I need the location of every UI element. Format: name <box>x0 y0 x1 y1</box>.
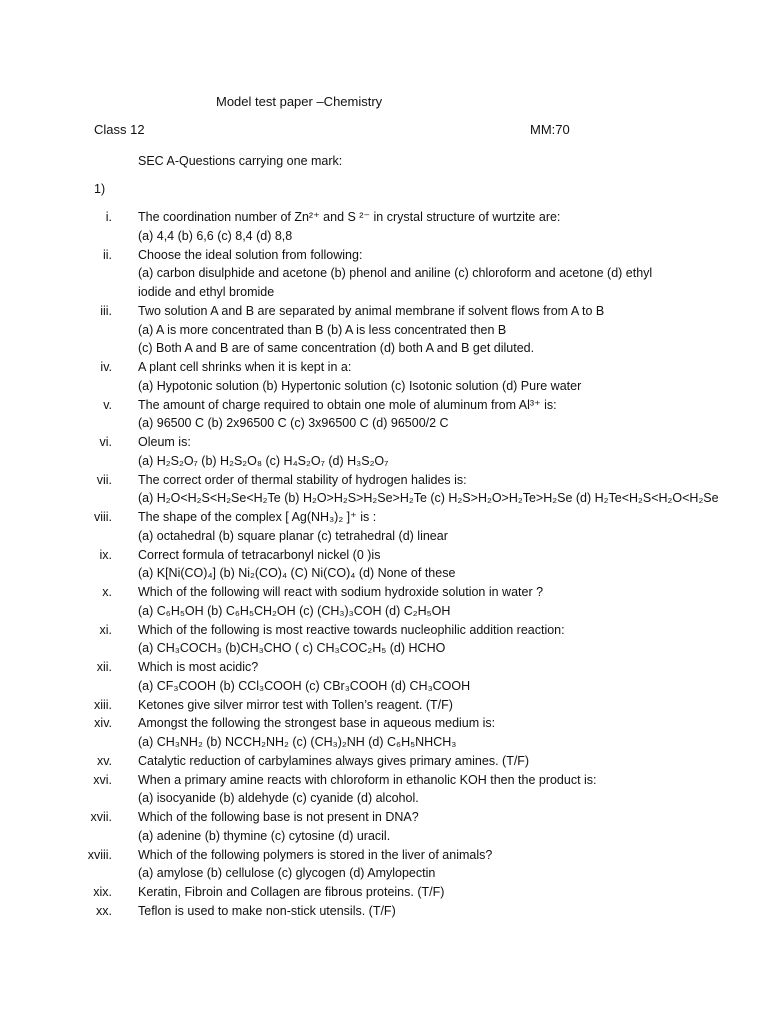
question-roman-numeral: vii. <box>96 472 112 487</box>
question-options <box>0 677 768 696</box>
question-item <box>0 208 768 227</box>
question-text: Choose the ideal solution from following: <box>138 247 363 262</box>
question-text: Oleum is: <box>138 435 191 449</box>
question-item <box>0 546 768 565</box>
question-option-text: (a) Hypotonic solution (b) Hypertonic solution (c) Isotonic solution (d) Pure water <box>138 378 582 393</box>
question-roman-numeral: xviii. <box>87 847 112 862</box>
question-options <box>0 527 768 546</box>
question-text: When a primary amine reacts with chloroform in ethanolic KOH then the product is: <box>138 772 597 787</box>
question-roman-numeral: viii. <box>93 510 112 524</box>
max-marks: MM:70 <box>530 122 570 137</box>
question-roman-numeral: xix. <box>93 885 112 899</box>
question-option-text: (a) 96500 C (b) 2x96500 C (c) 3x96500 C (d) 96500/2 C <box>138 416 449 431</box>
question-text: Which of the following base is not present in DNA? <box>138 810 419 824</box>
question-option-text: iodide and ethyl bromide <box>138 285 275 299</box>
question-options <box>0 264 768 283</box>
question-option-text: (a) H₂O<H₂S<H₂Se<H₂Te (b) H₂O>H₂S>H₂Se>H₂Te (c) H₂S>H₂O>H₂Te>H₂Se (d) H₂Te<H₂S<H₂O<H₂Se <box>138 491 719 506</box>
question-option-text: (a) isocyanide (b) aldehyde (c) cyanide (d) alcohol. <box>138 791 419 806</box>
question-item <box>0 583 768 602</box>
question-text: Keratin, Fibroin and Collagen are fibrous proteins. (T/F) <box>138 885 445 899</box>
question-item <box>0 752 768 771</box>
question-option-text: (a) K[Ni(CO)₄] (b) Ni₂(CO)₄ (C) Ni(CO)₄ (d) None of these <box>138 566 456 581</box>
question-text: Ketones give silver mirror test with Tollen’s reagent. (T/F) <box>138 697 453 712</box>
question-text: Amongst the following the strongest base in aqueous medium is: <box>138 716 496 731</box>
question-text: Teflon is used to make non-stick utensils. (T/F) <box>138 903 396 918</box>
question-options <box>0 339 768 358</box>
question-text: Which of the following will react with sodium hydroxide solution in water ? <box>138 585 544 599</box>
question-item <box>0 808 768 827</box>
question-text: Which of the following polymers is stored in the liver of animals? <box>138 847 493 862</box>
question-item <box>0 846 768 865</box>
question-item <box>0 883 768 902</box>
question-item <box>0 358 768 377</box>
question-roman-numeral: x. <box>102 585 112 599</box>
question-options <box>0 414 768 433</box>
question-item <box>0 246 768 265</box>
question-text: Which is most acidic? <box>138 660 259 674</box>
question-roman-numeral: iii. <box>100 303 112 318</box>
question-roman-numeral: v. <box>103 397 112 412</box>
question-option-text: (a) amylose (b) cellulose (c) glycogen (d) Amylopectin <box>138 866 436 881</box>
question-option-text: (c) Both A and B are of same concentration (d) both A and B get diluted. <box>138 341 535 356</box>
question-options <box>0 564 768 583</box>
question-roman-numeral: xvi. <box>93 772 112 787</box>
question-item <box>0 902 768 921</box>
question-roman-numeral: i. <box>105 210 112 224</box>
question-item <box>0 714 768 733</box>
question-text: Which of the following is most reactive towards nucleophilic addition reaction: <box>138 622 565 637</box>
class-label: Class 12 <box>94 122 145 137</box>
question-roman-numeral: xi. <box>99 622 112 637</box>
question-item <box>0 396 768 415</box>
question-roman-numeral: xiii. <box>93 697 112 712</box>
question-option-text: (a) 4,4 (b) 6,6 (c) 8,4 (d) 8,8 <box>138 228 293 243</box>
question-roman-numeral: ii. <box>102 247 112 262</box>
question-options <box>0 377 768 396</box>
question-text: Catalytic reduction of carbylamines always gives primary amines. (T/F) <box>138 753 530 768</box>
question-option-text: (a) CH₃NH₂ (b) NCCH₂NH₂ (c) (CH₃)₂NH (d) C₆H₅NHCH₃ <box>138 735 457 749</box>
question-number: 1) <box>94 182 106 196</box>
question-text: The amount of charge required to obtain one mole of aluminum from Al³⁺ is: <box>138 397 557 412</box>
question-item <box>0 433 768 452</box>
question-text: The correct order of thermal stability of hydrogen halides is: <box>138 472 467 487</box>
question-roman-numeral: vi. <box>99 435 112 449</box>
question-roman-numeral: xiv. <box>94 716 112 731</box>
question-roman-numeral: xx. <box>96 903 112 918</box>
question-options <box>0 733 768 752</box>
question-item <box>0 302 768 321</box>
question-roman-numeral: xv. <box>96 753 112 768</box>
question-item <box>0 771 768 790</box>
page-title: Model test paper –Chemistry <box>216 94 383 109</box>
question-text: The shape of the complex [ Ag(NH₃)₂ ]⁺ is : <box>138 510 377 524</box>
question-options <box>0 602 768 621</box>
question-options <box>0 789 768 808</box>
question-options <box>0 227 768 246</box>
question-options <box>0 864 768 883</box>
class-marks-line <box>94 122 570 137</box>
question-roman-numeral: xii. <box>96 660 112 674</box>
question-roman-numeral: iv. <box>100 360 112 374</box>
question-item <box>0 658 768 677</box>
question-text: A plant cell shrinks when it is kept in a: <box>138 360 352 374</box>
question-roman-numeral: ix. <box>99 547 112 562</box>
question-text: The coordination number of Zn²⁺ and S ²⁻ in crystal structure of wurtzite are: <box>138 210 561 224</box>
question-option-text: (a) adenine (b) thymine (c) cytosine (d) uracil. <box>138 828 391 843</box>
question-item <box>0 621 768 640</box>
question-option-text: (a) H₂S₂O₇ (b) H₂S₂O₈ (c) H₄S₂O₇ (d) H₃S₂O₇ <box>138 453 389 468</box>
question-list <box>0 208 768 921</box>
question-options <box>0 489 768 508</box>
question-option-text: (a) octahedral (b) square planar (c) tetrahedral (d) linear <box>138 528 448 543</box>
section-heading: SEC A-Questions carrying one mark: <box>138 154 343 168</box>
question-options <box>0 639 768 658</box>
question-text: Correct formula of tetracarbonyl nickel (0 )is <box>138 547 381 562</box>
question-text: Two solution A and B are separated by animal membrane if solvent flows from A to B <box>138 303 605 318</box>
question-item <box>0 471 768 490</box>
question-option-text: (a) carbon disulphide and acetone (b) phenol and aniline (c) chloroform and acetone (d) ethyl <box>138 266 653 281</box>
question-roman-numeral: xvii. <box>90 810 112 824</box>
question-item <box>0 696 768 715</box>
question-option-text: (a) CF₃COOH (b) CCl₃COOH (c) CBr₃COOH (d) CH₃COOH <box>138 678 471 693</box>
question-options <box>0 321 768 340</box>
question-option-text: (a) C₆H₅OH (b) C₆H₅CH₂OH (c) (CH₃)₃COH (d) C₂H₅OH <box>138 603 451 618</box>
question-item <box>0 508 768 527</box>
question-options <box>0 827 768 846</box>
question-options <box>0 283 768 302</box>
question-options <box>0 452 768 471</box>
question-option-text: (a) A is more concentrated than B (b) A is less concentrated then B <box>138 322 507 337</box>
question-option-text: (a) CH₃COCH₃ (b)CH₃CHO ( c) CH₃COC₂H₅ (d) HCHO <box>138 641 446 656</box>
